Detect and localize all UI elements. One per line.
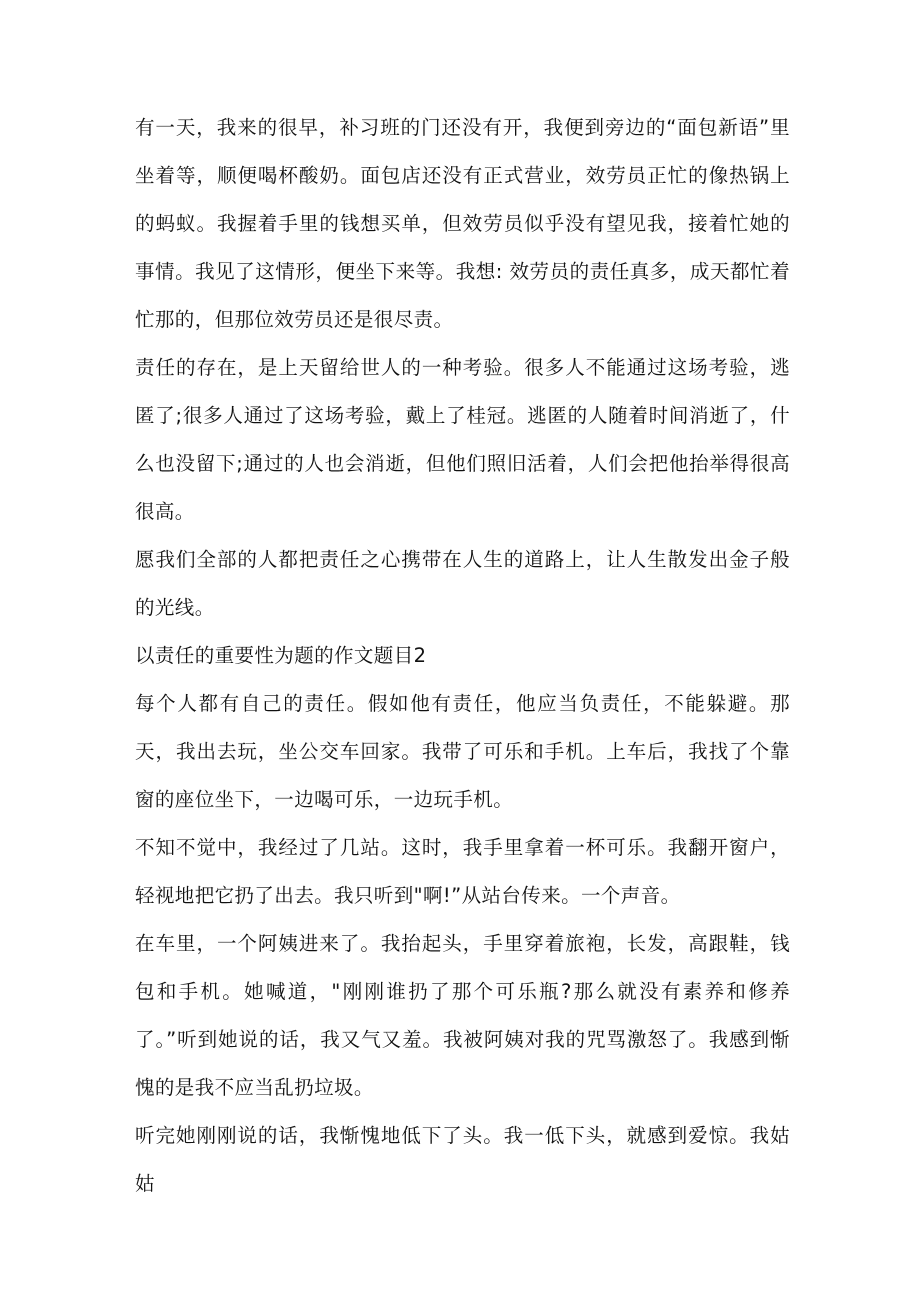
paragraph-throw-bottle: 不知不觉中，我经过了几站。这时，我手里拿着一杯可乐。我翻开窗户，轻视地把它扔了出去。我只听到"啊!”从站台传来。一个声音。 [135, 836, 790, 907]
paragraph-responsibility-test: 责任的存在，是上天留给世人的一种考验。很多人不能通过这场考验，逃匿了;很多人通过了这场考验，戴上了桂冠。逃匿的人随着时间消逝了，什么也没留下;通过的人也会消逝，但他们照旧活着，人们会把他抬举得很高很高。 [135, 356, 790, 523]
paragraph-ashamed: 听完她刚刚说的话，我惭愧地低下了头。我一低下头，就感到爱惊。我姑姑 [135, 1124, 790, 1195]
essay-title-2: 以责任的重要性为题的作文题目2 [135, 644, 427, 667]
paragraph-golden-light: 愿我们全部的人都把责任之心携带在人生的道路上，让人生散发出金子般的光线。 [135, 548, 790, 619]
paragraph-bus-ride: 每个人都有自己的责任。假如他有责任，他应当负责任，不能躲避。那天，我出去玩，坐公交车回家。我带了可乐和手机。上车后，我找了个靠窗的座位坐下，一边喝可乐，一边玩手机。 [135, 692, 790, 811]
essay-body [135, 104, 790, 1208]
paragraph-aunt-scolds: 在车里，一个阿姨进来了。我抬起头，手里穿着旅袍，长发，高跟鞋，钱包和手机。她喊道，"刚刚谁扔了那个可乐瓶?那么就没有素养和修养了。”听到她说的话，我又气又羞。我被阿姨对我的咒骂激怒了。我感到惭愧的是我不应当乱扔垃圾。 [135, 932, 790, 1099]
paragraph-service-staff: 有一天，我来的很早，补习班的门还没有开，我便到旁边的“面包新语”里坐着等，顺便喝杯酸奶。面包店还没有正式营业，效劳员正忙的像热锅上的蚂蚁。我握着手里的钱想买单，但效劳员似乎没有望见我，接着忙她的事情。我见了这情形，便坐下来等。我想: 效劳员的责任真多，成天都忙着忙那的，但那位效劳员还是很尽责。 [135, 116, 790, 331]
